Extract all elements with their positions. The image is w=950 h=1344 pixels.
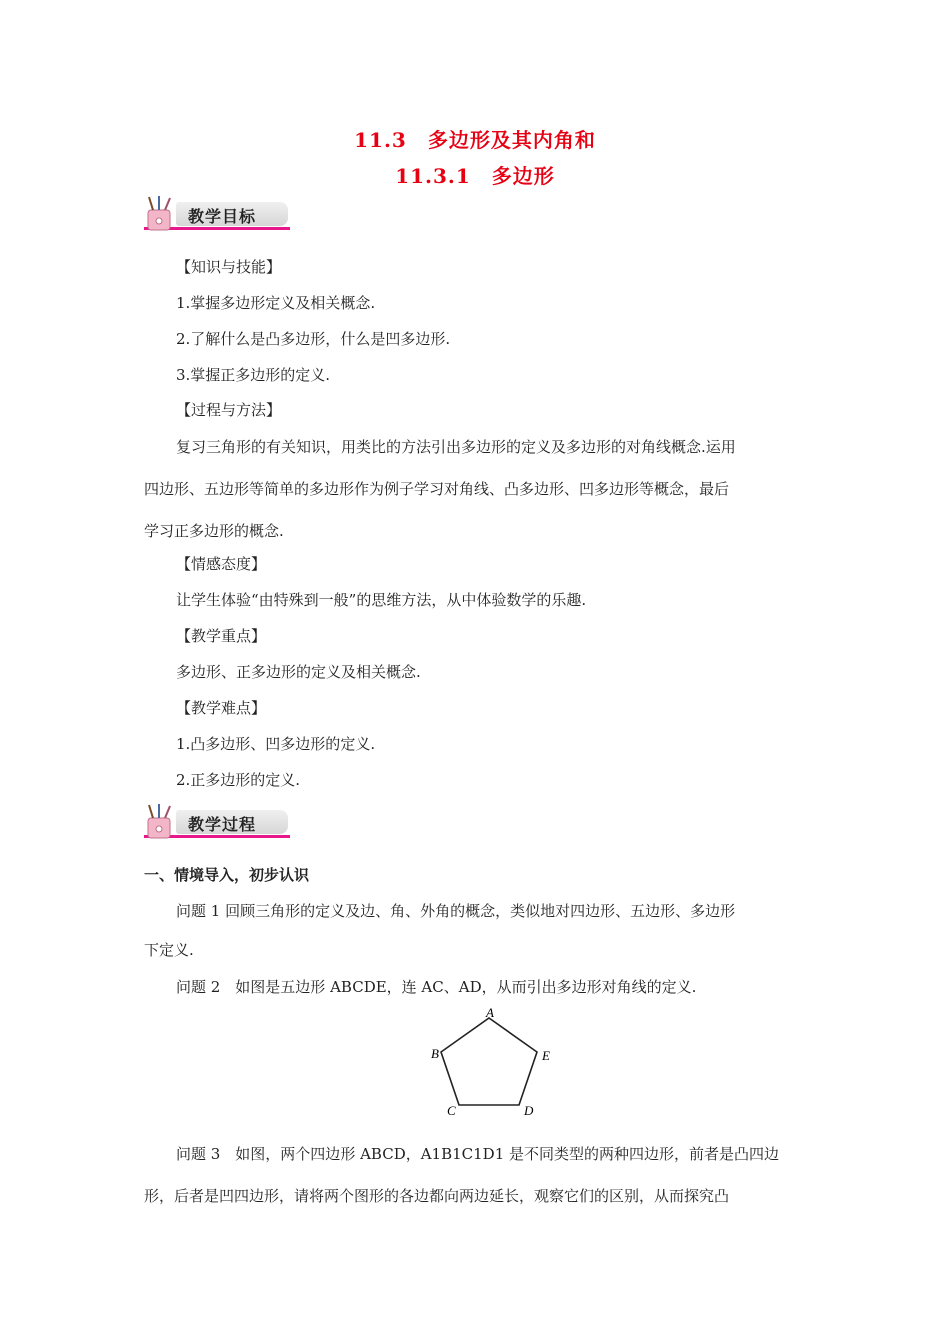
knowledge-item: 3.掌握正多边形的定义. <box>176 366 331 384</box>
knowledge-heading: 【知识与技能】 <box>176 258 282 276</box>
q3-line: 形，后者是凹四边形，请将两个图形的各边都向两边延长，观察它们的区别，从而探究凸 <box>144 1187 730 1205</box>
emotion-heading: 【情感态度】 <box>176 555 267 573</box>
pencil-cup-icon <box>140 802 180 842</box>
page-subtitle: 11.3.1 多边形 <box>395 164 555 188</box>
banner-goals-label: 教学目标 <box>188 207 257 226</box>
q2-text: 问题 2 如图是五边形 ABCDE，连 AC、AD，从而引出多边形对角线的定义. <box>176 978 697 996</box>
difficulty-item: 2.正多边形的定义. <box>176 771 301 789</box>
process-line: 四边形、五边形等简单的多边形作为例子学习对角线、凸多边形、凹多边形等概念，最后 <box>144 480 730 498</box>
difficulty-heading: 【教学难点】 <box>176 699 267 717</box>
process-line: 学习正多边形的概念. <box>144 522 284 540</box>
process-heading: 【过程与方法】 <box>176 401 282 419</box>
difficulty-item: 1.凸多边形、凹多边形的定义. <box>176 735 376 753</box>
knowledge-item: 1.掌握多边形定义及相关概念. <box>176 294 376 312</box>
page-title: 11.3 多边形及其内角和 <box>354 128 596 152</box>
vertex-label-c: C <box>447 1103 456 1118</box>
knowledge-item: 2.了解什么是凸多边形，什么是凹多边形. <box>176 330 451 348</box>
focus-heading: 【教学重点】 <box>176 627 267 645</box>
vertex-label-e: E <box>542 1048 550 1063</box>
emotion-text: 让学生体验“由特殊到一般”的思维方法，从中体验数学的乐趣. <box>176 591 587 609</box>
pentagon-figure <box>420 1004 560 1120</box>
q1-line: 问题 1 回顾三角形的定义及边、角、外角的概念，类似地对四边形、五边形、多边形 <box>176 902 736 920</box>
section1-heading: 一、情境导入，初步认识 <box>144 866 310 884</box>
banner-process <box>140 802 290 846</box>
vertex-label-a: A <box>486 1005 494 1020</box>
banner-process-label: 教学过程 <box>188 815 257 834</box>
q1-line: 下定义. <box>144 941 194 959</box>
q3-line: 问题 3 如图，两个四边形 ABCD，A1B1C1D1 是不同类型的两种四边形，前者是凸四边 <box>176 1145 780 1163</box>
process-line: 复习三角形的有关知识，用类比的方法引出多边形的定义及多边形的对角线概念.运用 <box>176 438 736 456</box>
vertex-label-d: D <box>524 1103 534 1118</box>
banner-goals <box>140 194 290 238</box>
focus-text: 多边形、正多边形的定义及相关概念. <box>176 663 421 681</box>
pencil-cup-icon <box>140 194 180 234</box>
vertex-label-b: B <box>431 1046 439 1061</box>
pentagon-shape <box>441 1018 537 1105</box>
